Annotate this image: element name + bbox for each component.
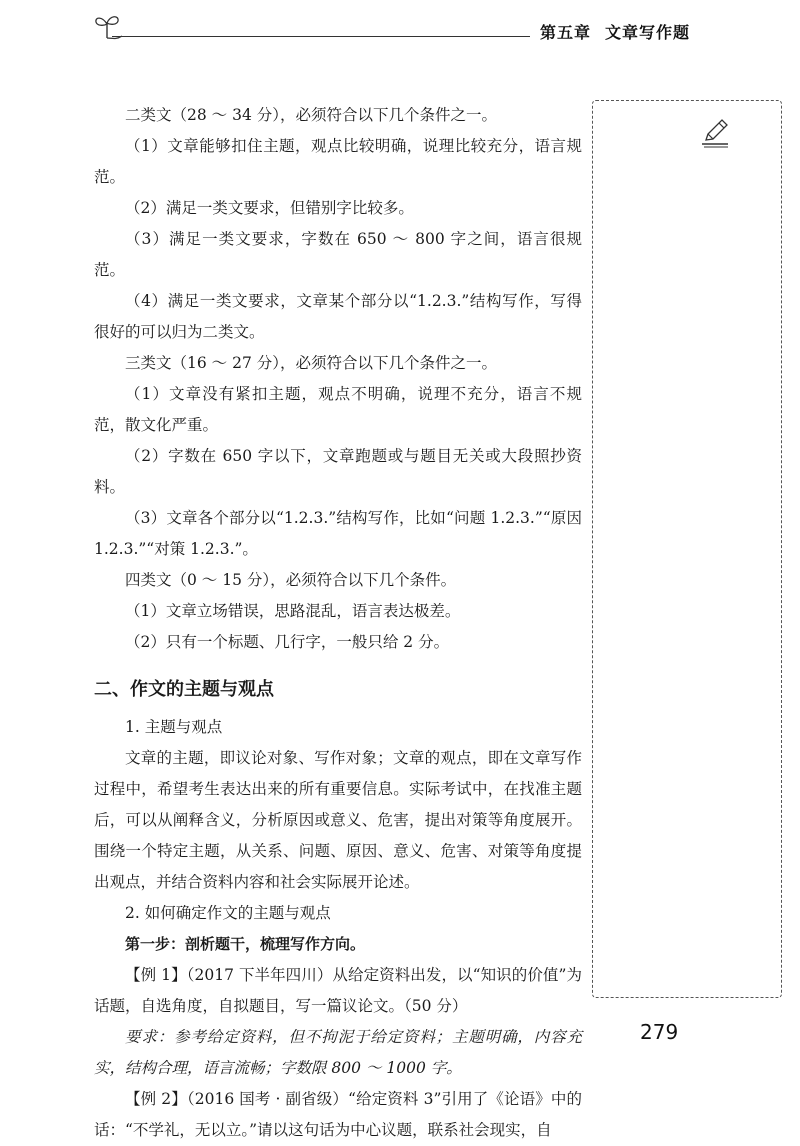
page-number: 279	[640, 1020, 679, 1044]
paragraph: （2）满足一类文要求，但错别字比较多。	[125, 199, 414, 217]
paragraph: （3）文章各个部分以“1.2.3.”结构写作，比如“问题 1.2.3.”“原因 1.2.3.”“对策 1.2.3.”。	[94, 509, 582, 558]
example-paragraph: 【例 2】（2016 国考 · 副省级）“给定资料 3”引用了《论语》中的话：“不学礼，无以立。”请以这句话为中心议题，联系社会现实，自	[94, 1090, 582, 1139]
notes-margin-box	[592, 100, 782, 998]
paragraph: （4）满足一类文要求，文章某个部分以“1.2.3.”结构写作，写得很好的可以归为二类文。	[94, 292, 582, 341]
paragraph: 四类文（0 ～ 15 分），必须符合以下几个条件。	[125, 571, 457, 589]
header-rule	[112, 36, 530, 37]
paragraph: 三类文（16 ～ 27 分），必须符合以下几个条件之一。	[125, 354, 497, 372]
section-heading: 二、作文的主题与观点	[94, 679, 274, 700]
paragraph: 二类文（28 ～ 34 分），必须符合以下几个条件之一。	[125, 106, 497, 124]
chapter-header	[540, 20, 690, 43]
pencil-icon	[700, 118, 730, 148]
paragraph: （1）文章没有紧扣主题，观点不明确，说理不充分，语言不规范，散文化严重。	[94, 385, 582, 434]
example-paragraph: 【例 1】（2017 下半年四川）从给定资料出发，以“知识的价值”为话题，自选角度，自拟题目，写一篇议论文。（50 分）	[94, 966, 582, 1015]
paragraph: （2）只有一个标题、几行字，一般只给 2 分。	[125, 633, 450, 651]
page-body	[94, 100, 582, 1146]
paragraph: （1）文章能够扣住主题，观点比较明确，说理比较充分，语言规范。	[94, 137, 582, 186]
chapter-title: 文章写作题	[605, 23, 691, 42]
requirement-paragraph: 要求：参考给定资料，但不拘泥于给定资料；主题明确，内容充实，结构合理，语言流畅；字数限 800 ～ 1000 字。	[94, 1028, 582, 1077]
step-heading: 第一步：剖析题干，梳理写作方向。	[125, 935, 366, 953]
paragraph: 文章的主题，即议论对象、写作对象；文章的观点，即在文章写作过程中，希望考生表达出来的所有重要信息。实际考试中，在找准主题后，可以从阐释含义，分析原因或意义、危害，提出对策等角度展开。围绕一个特定主题，从关系、问题、原因、意义、危害、对策等角度提出观点，并结合资料内容和社会实际展开论述。	[94, 749, 582, 891]
paragraph: （3）满足一类文要求，字数在 650 ～ 800 字之间，语言很规范。	[94, 230, 582, 279]
subheading: 1. 主题与观点	[125, 718, 223, 736]
subheading: 2. 如何确定作文的主题与观点	[125, 904, 331, 922]
paragraph: （1）文章立场错误，思路混乱，语言表达极差。	[125, 602, 461, 620]
chapter-number: 第五章	[540, 23, 592, 42]
paragraph: （2）字数在 650 字以下，文章跑题或与题目无关或大段照抄资料。	[94, 447, 582, 496]
